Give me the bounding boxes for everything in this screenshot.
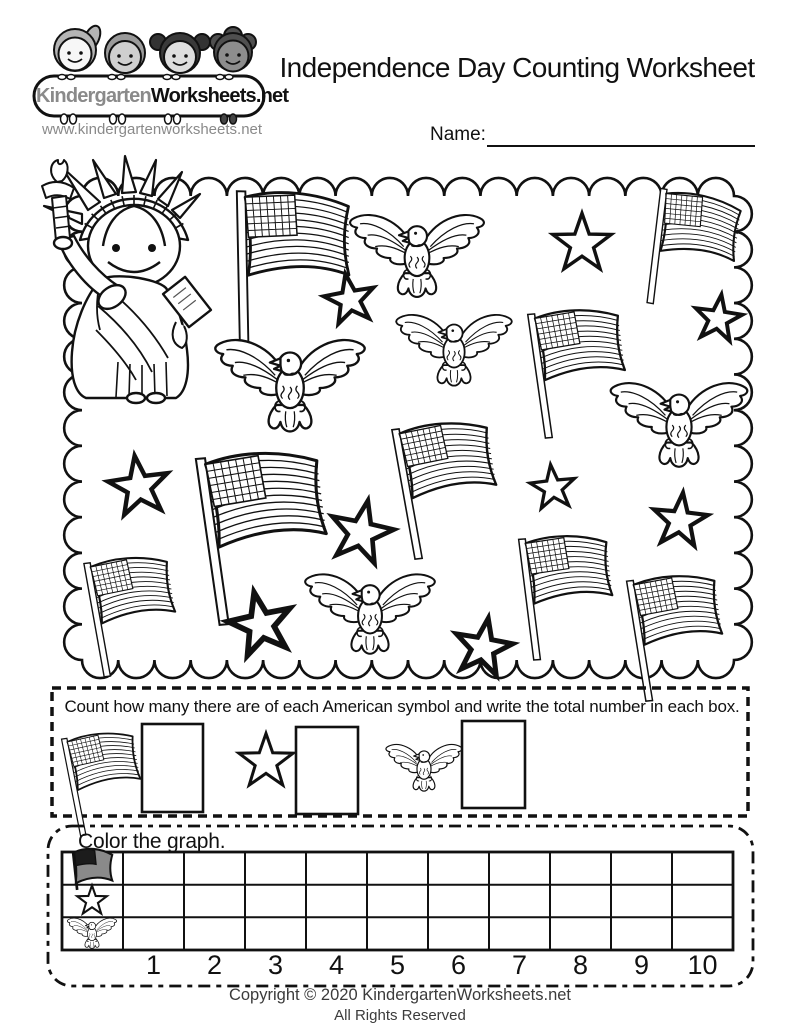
graph-number-10: 10 xyxy=(687,950,718,980)
answer-box-eagle[interactable] xyxy=(462,721,525,808)
rights-line: All Rights Reserved xyxy=(334,1007,466,1024)
answer-box-star[interactable] xyxy=(296,727,358,814)
graph-number-4: 4 xyxy=(328,950,345,980)
graph-heading: Color the graph. xyxy=(78,830,226,853)
graph-number-6: 6 xyxy=(450,950,467,980)
graph-grid[interactable] xyxy=(62,852,733,950)
page-title: Independence Day Counting Worksheet xyxy=(279,52,755,83)
graph-number-8: 8 xyxy=(572,950,589,980)
graph-number-2: 2 xyxy=(206,950,223,980)
name-input-line[interactable] xyxy=(487,145,755,147)
copyright-line: Copyright © 2020 KindergartenWorksheets.net xyxy=(228,986,572,1004)
graph-number-5: 5 xyxy=(389,950,406,980)
logo-brand-gray: Kindergarten xyxy=(36,85,151,107)
logo-wordmark xyxy=(36,76,289,116)
graph-number-9: 9 xyxy=(633,950,650,980)
graph-number-3: 3 xyxy=(267,950,284,980)
website-url: www.kindergartenworksheets.net xyxy=(41,121,263,138)
answer-box-flag[interactable] xyxy=(142,724,203,812)
name-label: Name: xyxy=(430,124,486,145)
counting-instruction: Count how many there are of each American symbol and write the total number in each box. xyxy=(64,697,740,716)
logo-kids xyxy=(54,23,256,73)
graph-number-1: 1 xyxy=(145,950,162,980)
graph-number-7: 7 xyxy=(511,950,528,980)
logo-brand-black: Worksheets.net xyxy=(150,85,289,107)
